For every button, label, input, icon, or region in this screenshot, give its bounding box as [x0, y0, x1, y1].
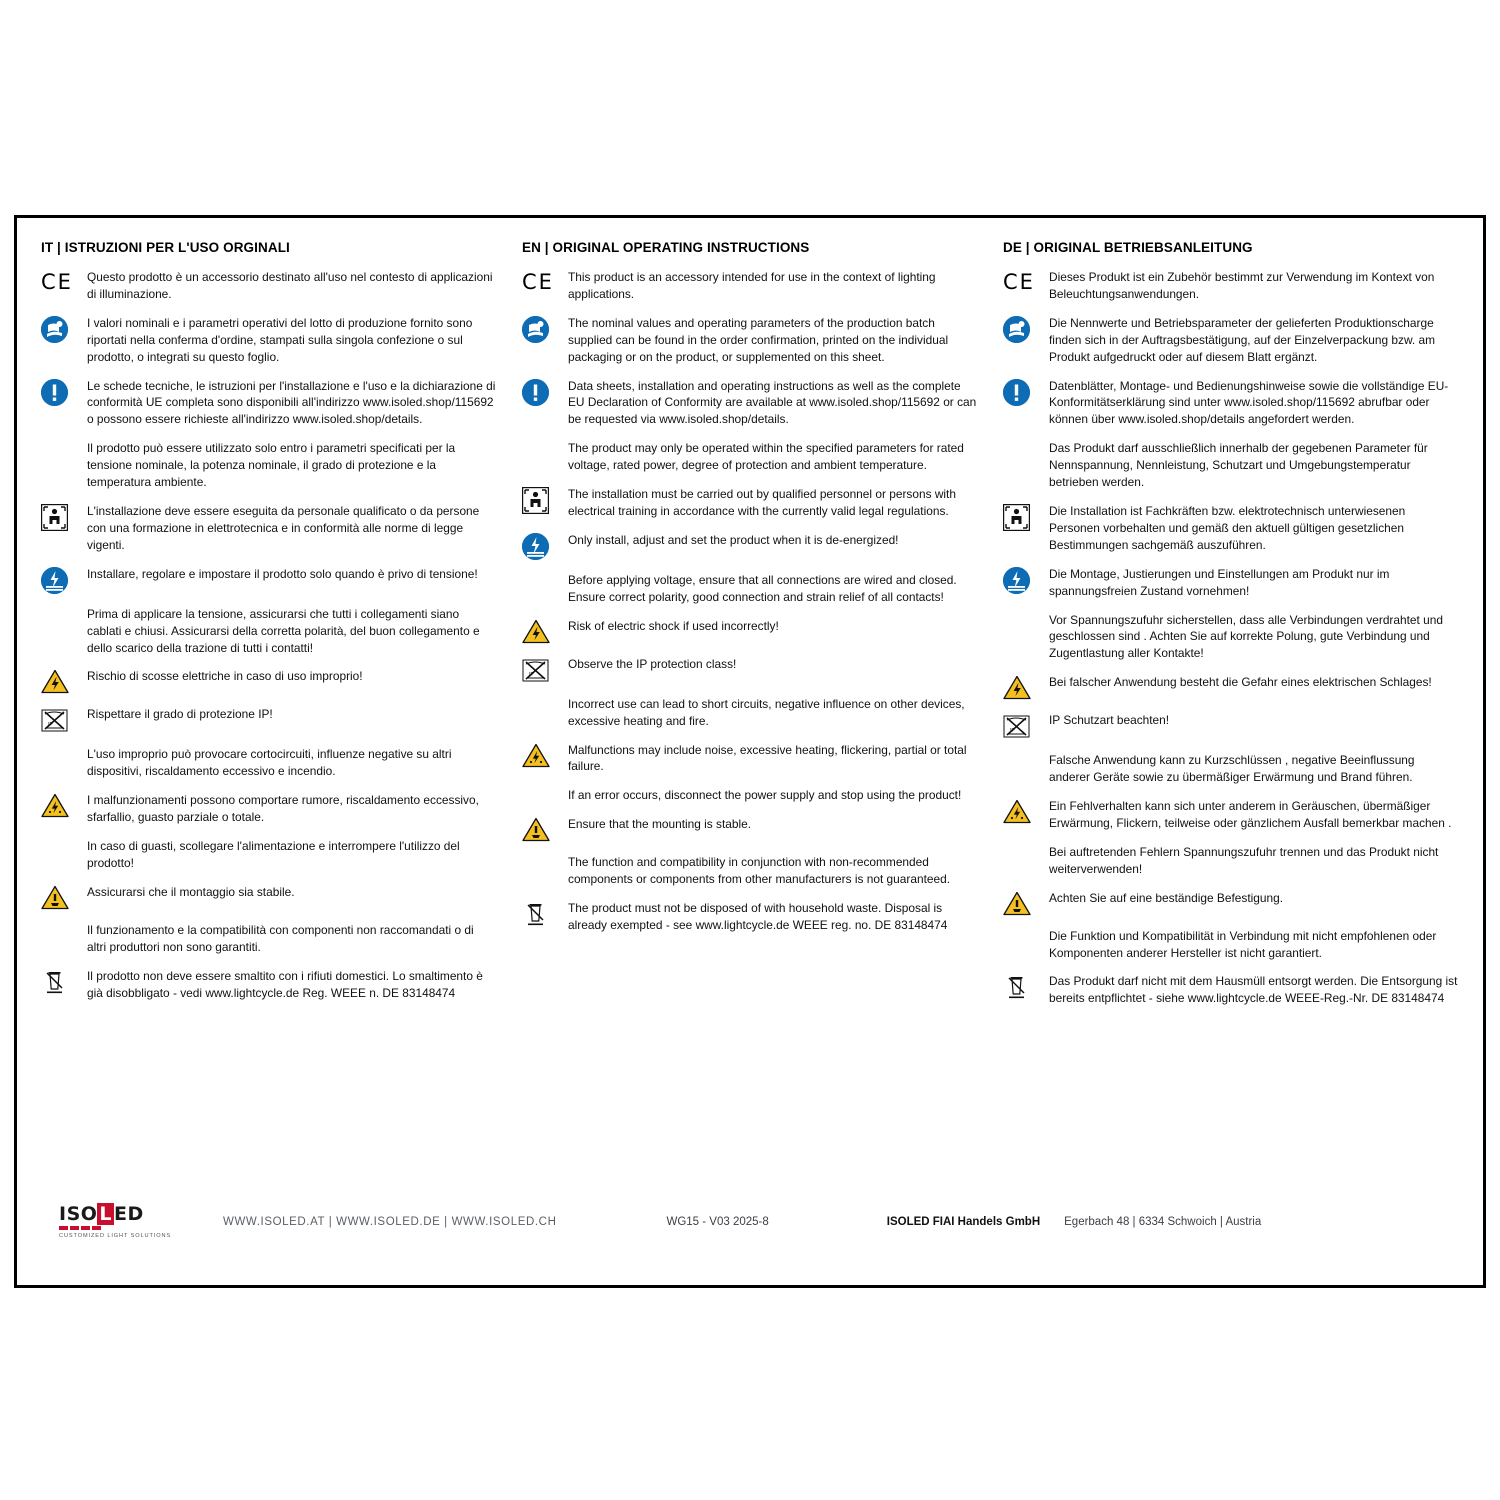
icon-cell	[1003, 503, 1049, 531]
qualified-personnel-icon	[41, 504, 68, 531]
instruction-row	[41, 378, 496, 429]
de-energized-icon	[41, 567, 68, 594]
svg-text:IP: IP	[529, 671, 534, 678]
instruction-row	[522, 486, 977, 520]
weee-bin-icon	[1003, 974, 1030, 1001]
qualified-personnel-icon	[522, 487, 549, 514]
instruction-row	[522, 378, 977, 429]
electric-shock-warning-icon	[41, 669, 69, 694]
icon-cell	[41, 315, 87, 343]
instruction-text: The product must not be disposed of with household waste. Disposal is already exempted - see www.lightcycle.de WEEE reg. no. DE 83148474	[568, 901, 948, 932]
instruction-text: Il funzionamento e la compatibilità con componenti non raccomandati o di altri produttori non sono garantiti.	[87, 922, 474, 954]
instruction-row	[522, 315, 977, 366]
ip-protection-icon	[1003, 713, 1030, 740]
instruction-row	[522, 656, 977, 684]
instruction-text: Malfunctions may include noise, excessive heating, flickering, partial or total failure.	[568, 742, 967, 774]
instruction-row	[1003, 315, 1458, 366]
icon-cell	[41, 566, 87, 594]
column-de	[1003, 240, 1458, 1019]
information-icon	[41, 379, 68, 406]
instruction-text: Only install, adjust and set the product when it is de-energized!	[568, 532, 899, 547]
icon-cell	[41, 706, 87, 734]
icon-cell	[1003, 566, 1049, 594]
svg-text:IP: IP	[1010, 728, 1015, 735]
instruction-row	[1003, 440, 1458, 491]
footer-websites: WWW.ISOLED.AT | WWW.ISOLED.DE | WWW.ISOLED.CH	[223, 1216, 557, 1228]
instruction-sheet	[14, 215, 1486, 1288]
column-it	[41, 240, 496, 1019]
instruction-text: The function and compatibility in conjunction with non-recommended components or components from other manufacturers is not guaranteed.	[568, 855, 951, 887]
instruction-text: Die Montage, Justierungen und Einstellungen am Produkt nur im spannungsfreien Zustand vornehmen!	[1049, 566, 1390, 598]
instruction-row	[41, 884, 496, 910]
instruction-row	[522, 269, 977, 303]
instruction-row	[41, 668, 496, 694]
icon-cell	[41, 378, 87, 406]
weee-bin-icon	[522, 901, 549, 928]
icon-cell	[1003, 378, 1049, 406]
icon-cell	[522, 315, 568, 343]
qualified-personnel-icon	[1003, 504, 1030, 531]
icon-cell	[522, 618, 568, 644]
instruction-text: Il prodotto può essere utilizzato solo entro i parametri specificati per la tensione nominale, la potenza nominale, il grado di protezione e la temperatura ambiente.	[87, 441, 456, 490]
instruction-text: Die Nennwerte und Betriebsparameter der gelieferten Produktionscharge finden sich in der Auftragsbestätigung, auf der Einzelverpackung bzw. am Produkt aufgedruckt oder auf diesem Blatt ergänzt.	[1049, 315, 1436, 364]
instruction-text: Le schede tecniche, le istruzioni per l'installazione e l'uso e la dichiarazione di conformità UE completa sono disponibili all'indirizzo www.isoled.shop/115692 o possono essere richieste all'indirizzo www.isoled.shop/details.	[87, 378, 496, 427]
instruction-text: L'uso improprio può provocare cortocircuiti, influenze negative su altri dispositivi, riscaldamento eccessivo e incendio.	[87, 747, 452, 779]
instruction-text: In caso di guasti, scollegare l'alimentazione e interrompere l'utilizzo del prodotto!	[87, 839, 460, 870]
icon-cell-empty	[1003, 928, 1049, 929]
icon-cell-empty	[41, 838, 87, 839]
column-title-en: EN | ORIGINAL OPERATING INSTRUCTIONS	[522, 240, 810, 255]
instruction-text: Das Produkt darf nicht mit dem Hausmüll entsorgt werden. Die Entsorgung ist bereits entpflichtet - siehe www.lightcycle.de WEEE-Reg.-Nr. DE 83148474	[1049, 974, 1458, 1006]
instruction-row	[522, 440, 977, 474]
icon-cell	[1003, 798, 1049, 824]
weee-bin-icon	[41, 969, 68, 996]
instruction-text: Rispettare il grado di protezione IP!	[87, 707, 273, 722]
logo-text-left: ISO	[59, 1203, 98, 1225]
footer-company-name: ISOLED FIAI Handels GmbH	[886, 1216, 1041, 1228]
malfunction-warning-icon	[522, 743, 550, 768]
malfunction-warning-icon	[1003, 799, 1031, 824]
instruction-row	[522, 900, 977, 934]
svg-text:IP: IP	[48, 722, 53, 729]
instruction-row	[522, 532, 977, 560]
instruction-row	[41, 269, 496, 303]
icon-cell-empty	[522, 854, 568, 855]
icon-cell-empty	[522, 440, 568, 441]
instruction-row	[1003, 928, 1458, 962]
stable-mounting-warning-icon	[1003, 891, 1031, 916]
instruction-row	[1003, 890, 1458, 916]
icon-cell	[522, 900, 568, 928]
logo-text-right: ED	[114, 1203, 144, 1225]
instruction-text: Data sheets, installation and operating instructions as well as the complete EU Declaration of Conformity are available at www.isoled.shop/115692 or can be requested via www.isoled.shop/details.	[568, 378, 977, 427]
instruction-text: Ein Fehlverhalten kann sich unter anderem in Geräuschen, übermäßiger Erwärmung, Flickern, teilweise oder gänzlichem Ausfall bemerkbar machen .	[1049, 799, 1452, 830]
stable-mounting-warning-icon	[522, 817, 550, 842]
ce-marking-icon: CE	[522, 270, 554, 294]
logo-text-highlight: L	[99, 1203, 113, 1225]
icon-cell	[1003, 890, 1049, 916]
icon-cell	[1003, 973, 1049, 1001]
instruction-text: Datenblätter, Montage- und Bedienungshinweise sowie die vollständige EU-Konformitätserklärung sind unter www.isoled.shop/115692 abrufbar oder können über www.isoled.shop/details angefordert werden.	[1049, 378, 1449, 427]
icon-cell	[522, 742, 568, 768]
instruction-text: Die Funktion und Kompatibilität in Verbindung mit nicht empfohlenen oder Komponenten anderer Hersteller ist nicht garantiert.	[1049, 928, 1437, 960]
instruction-text: Prima di applicare la tensione, assicurarsi che tutti i collegamenti siano cablati e chiusi. Assicurarsi della corretta polarità, del buon collegamento e dello scarico della trazione di tutti i contatti!	[87, 606, 480, 655]
icon-cell-empty	[1003, 440, 1049, 441]
instruction-row	[41, 706, 496, 734]
logo-tagline: CUSTOMIZED LIGHT SOLUTIONS	[59, 1233, 172, 1239]
instruction-text: Rischio di scosse elettriche in caso di uso improprio!	[87, 669, 363, 684]
icon-cell	[522, 656, 568, 684]
icon-cell-empty	[522, 787, 568, 788]
instruction-row	[522, 572, 977, 606]
icon-cell	[41, 269, 87, 293]
icon-cell	[41, 884, 87, 910]
icon-cell-empty	[41, 606, 87, 607]
instruction-text: Observe the IP protection class!	[568, 656, 737, 671]
language-columns	[17, 218, 1483, 1019]
instruction-row	[522, 618, 977, 644]
icon-cell	[1003, 674, 1049, 700]
instruction-text: I malfunzionamenti possono comportare rumore, riscaldamento eccessivo, sfarfallio, guasto parziale o totale.	[87, 793, 479, 825]
read-manual-icon	[41, 316, 68, 343]
instruction-row	[1003, 752, 1458, 786]
icon-cell	[1003, 315, 1049, 343]
instruction-text: Bei falscher Anwendung besteht die Gefahr eines elektrischen Schlages!	[1049, 675, 1432, 690]
logo-wordmark	[59, 1205, 187, 1224]
instruction-text: Bei auftretenden Fehlern Spannungszufuhr trennen und das Produkt nicht weiterverwenden!	[1049, 844, 1439, 876]
instruction-row	[1003, 844, 1458, 878]
instruction-row	[522, 696, 977, 730]
icon-cell	[522, 486, 568, 514]
instruction-text: The installation must be carried out by qualified personnel or persons with electrical training in accordance with the currently valid legal regulations.	[568, 487, 956, 518]
instruction-row	[1003, 973, 1458, 1007]
instruction-row	[1003, 269, 1458, 303]
stable-mounting-warning-icon	[41, 885, 69, 910]
instruction-row	[41, 968, 496, 1002]
instruction-text: Dieses Produkt ist ein Zubehör bestimmt zur Verwendung im Kontext von Beleuchtungsanwendungen.	[1049, 270, 1435, 301]
instruction-text: Vor Spannungszufuhr sicherstellen, dass alle Verbindungen verdrahtet und geschlossen sind . Achten Sie auf korrekte Polung, gute Verbindung und Zugentlastung aller Kontakte!	[1049, 612, 1443, 661]
instruction-text: Das Produkt darf ausschließlich innerhalb der gegebenen Parameter für Nennspannung, Nennleistung, Schutzart und Umgebungstemperatur betrieben werden.	[1049, 441, 1428, 490]
icon-cell	[41, 503, 87, 531]
instruction-row	[41, 838, 496, 872]
instruction-text: Assicurarsi che il montaggio sia stabile.	[87, 884, 295, 899]
icon-cell	[41, 792, 87, 818]
instruction-row	[522, 787, 977, 804]
instruction-row	[1003, 674, 1458, 700]
de-energized-icon	[1003, 567, 1030, 594]
instruction-text: Falsche Anwendung kann zu Kurzschlüssen , negative Beeinflussung anderer Geräte sowie zu übermäßiger Erwärmung und Brand führen.	[1049, 753, 1415, 785]
instruction-text: L'installazione deve essere eseguita da personale qualificato o da persone con una formazione in elettrotecnica e in conformità alle norme di legge vigenti.	[87, 503, 480, 552]
information-icon	[1003, 379, 1030, 406]
instruction-row	[522, 742, 977, 776]
ip-protection-icon	[522, 657, 549, 684]
icon-cell	[522, 378, 568, 406]
electric-shock-warning-icon	[1003, 675, 1031, 700]
instruction-text: Questo prodotto è un accessorio destinato all'uso nel contesto di applicazioni di illuminazione.	[87, 270, 493, 301]
instruction-text: Achten Sie auf eine beständige Befestigung.	[1049, 890, 1284, 905]
icon-cell-empty	[1003, 844, 1049, 845]
instruction-text: Die Installation ist Fachkräften bzw. elektrotechnisch unterwiesenen Personen vorbehalten und gemäß den aktuell gültigen gesetzlichen Bestimmungen sachgemäß auszuführen.	[1049, 503, 1406, 552]
instruction-text: The nominal values and operating parameters of the production batch supplied can be found in the order confirmation, printed on the individual packaging or on the product, or supplemented on this sheet.	[568, 315, 949, 364]
icon-cell-empty	[41, 922, 87, 923]
read-manual-icon	[522, 316, 549, 343]
instruction-text: Incorrect use can lead to short circuits, negative influence on other devices, excessive heating and fire.	[568, 696, 965, 728]
instruction-row	[41, 792, 496, 826]
instruction-row	[41, 440, 496, 491]
electric-shock-warning-icon	[522, 619, 550, 644]
instruction-row	[41, 503, 496, 554]
logo-bars-icon	[59, 1226, 187, 1230]
icon-cell-empty	[1003, 752, 1049, 753]
information-icon	[522, 379, 549, 406]
instruction-row	[1003, 378, 1458, 429]
column-title-it: IT | ISTRUZIONI PER L'USO ORGINALI	[41, 240, 290, 255]
column-title-de: DE | ORIGINAL BETRIEBSANLEITUNG	[1003, 240, 1253, 255]
column-en	[522, 240, 977, 1019]
instruction-text: The product may only be operated within the specified parameters for rated voltage, rated power, degree of protection and ambient temperature.	[568, 441, 964, 473]
isoled-logo	[59, 1205, 187, 1239]
icon-cell-empty	[522, 696, 568, 697]
icon-cell	[522, 532, 568, 560]
instruction-text: Risk of electric shock if used incorrectly!	[568, 618, 779, 633]
instruction-text: I valori nominali e i parametri operativi del lotto di produzione fornito sono riportati nella conferma d'ordine, stampati sulla singola confezione o sul prodotto, o integrati su questo foglio.	[87, 315, 473, 364]
instruction-row	[522, 816, 977, 842]
icon-cell-empty	[41, 440, 87, 441]
instruction-text: This product is an accessory intended for use in the context of lighting applications.	[568, 270, 936, 301]
instruction-row	[522, 854, 977, 888]
instruction-row	[41, 315, 496, 366]
footer-doc-code: WG15 - V03 2025-8	[666, 1216, 769, 1228]
instruction-row	[41, 566, 496, 594]
instruction-row	[1003, 712, 1458, 740]
instruction-text: Installare, regolare e impostare il prodotto solo quando è privo di tensione!	[87, 566, 478, 581]
footer	[17, 1193, 1483, 1251]
icon-cell	[522, 816, 568, 842]
icon-cell-empty	[522, 572, 568, 573]
instruction-row	[41, 922, 496, 956]
instruction-text: Before applying voltage, ensure that all connections are wired and closed. Ensure correct polarity, good connection and strain relief of all contacts!	[568, 572, 957, 604]
instruction-row	[41, 746, 496, 780]
icon-cell	[522, 269, 568, 293]
icon-cell-empty	[41, 746, 87, 747]
instruction-row	[41, 606, 496, 657]
icon-cell-empty	[1003, 612, 1049, 613]
read-manual-icon	[1003, 316, 1030, 343]
instruction-text: Ensure that the mounting is stable.	[568, 817, 752, 832]
footer-address: Egerbach 48 | 6334 Schwoich | Austria	[1064, 1216, 1262, 1228]
icon-cell	[41, 968, 87, 996]
instruction-row	[1003, 503, 1458, 554]
de-energized-icon	[522, 533, 549, 560]
instruction-row	[1003, 798, 1458, 832]
malfunction-warning-icon	[41, 793, 69, 818]
instruction-row	[1003, 566, 1458, 600]
instruction-text: If an error occurs, disconnect the power supply and stop using the product!	[568, 788, 962, 803]
instruction-text: IP Schutzart beachten!	[1049, 713, 1170, 728]
instruction-row	[1003, 612, 1458, 663]
icon-cell	[41, 668, 87, 694]
instruction-text: Il prodotto non deve essere smaltito con i rifiuti domestici. Lo smaltimento è già disobbligato - vedi www.lightcycle.de Reg. WEEE n. DE 83148474	[87, 968, 483, 1000]
ce-marking-icon: CE	[41, 270, 73, 294]
icon-cell	[1003, 712, 1049, 740]
icon-cell	[1003, 269, 1049, 293]
ce-marking-icon: CE	[1003, 270, 1035, 294]
ip-protection-icon	[41, 707, 68, 734]
